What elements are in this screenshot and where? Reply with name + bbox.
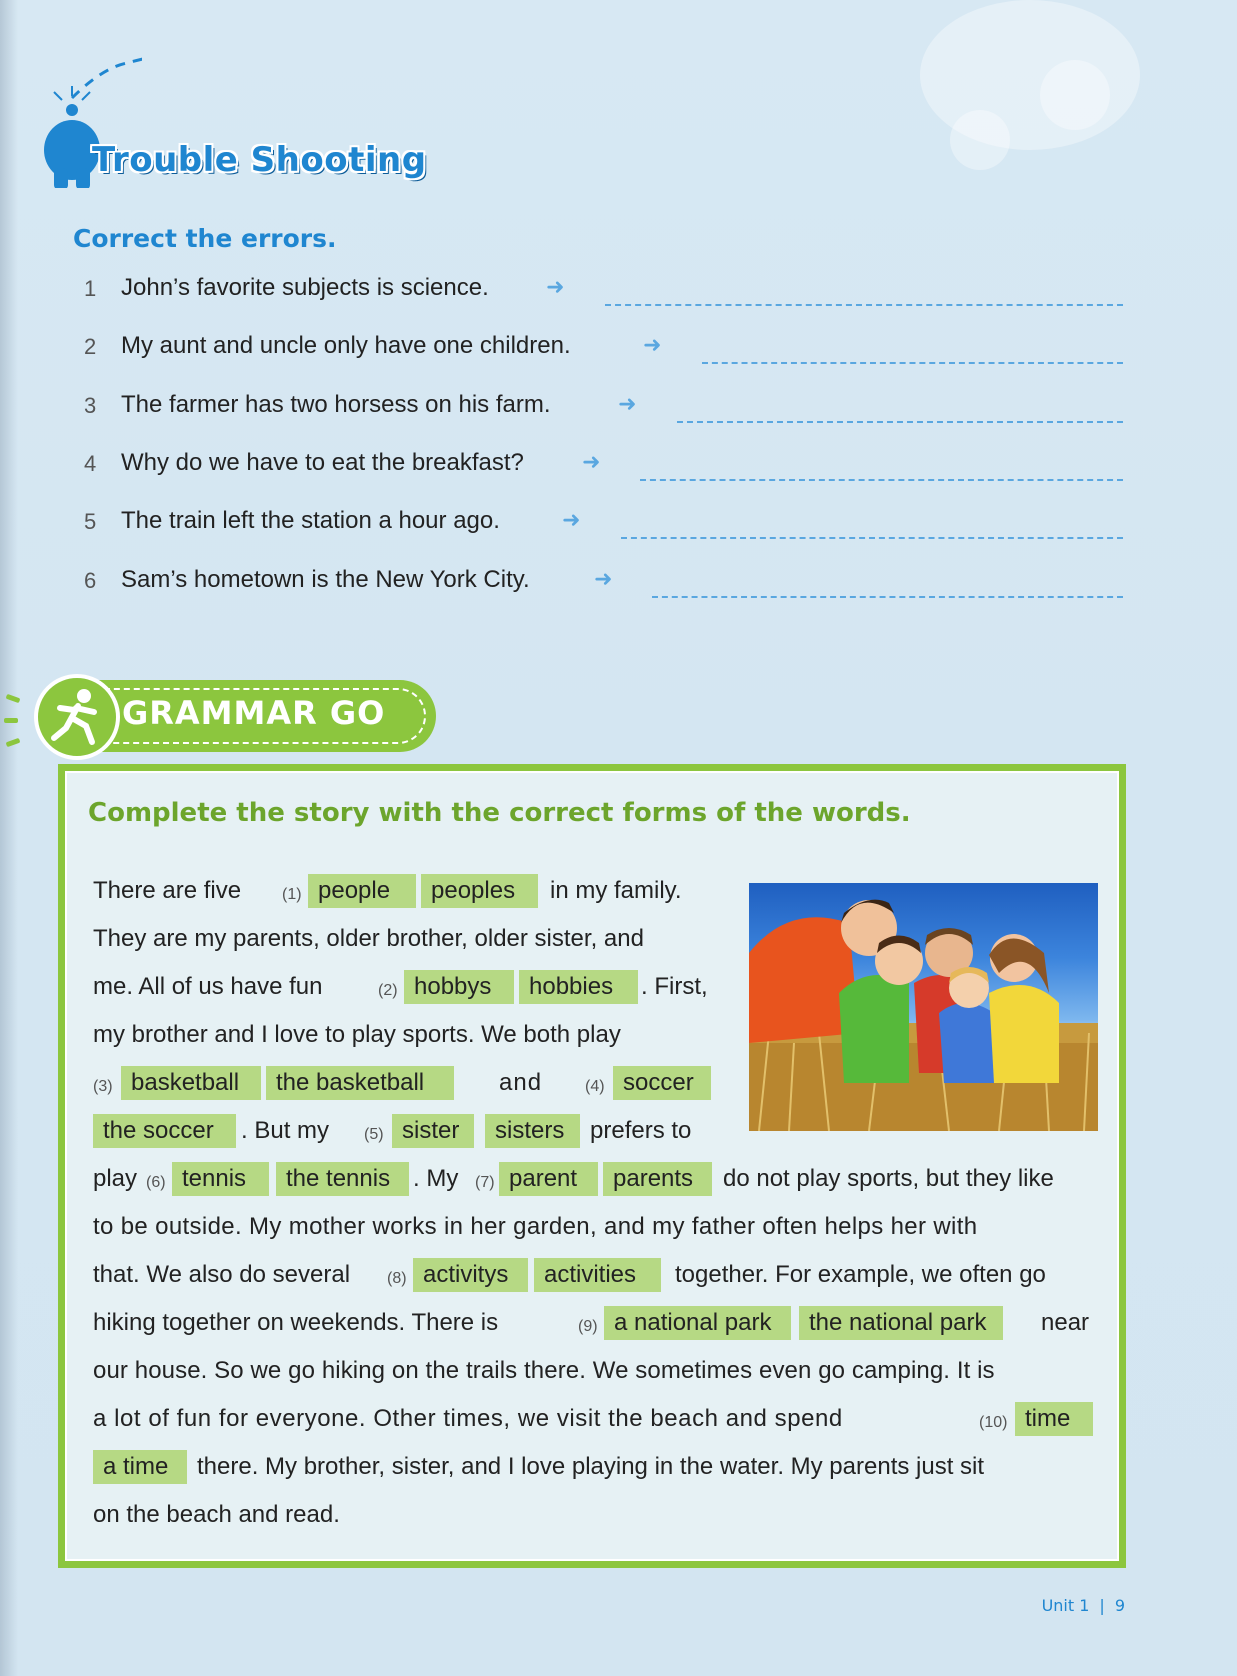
error-item xyxy=(0,328,1237,368)
correct-errors-instruction: Correct the errors. xyxy=(73,224,337,253)
decor-tick xyxy=(4,718,18,723)
running-figure-icon xyxy=(38,678,116,756)
story-text: . But my xyxy=(241,1117,330,1144)
story-text: . My xyxy=(413,1165,459,1192)
choice-option[interactable]: people xyxy=(308,874,416,908)
item-number: 3 xyxy=(84,393,97,418)
choice-option[interactable]: soccer xyxy=(613,1066,711,1100)
error-item xyxy=(0,387,1237,427)
story-text: my brother and I love to play sports. We both play xyxy=(93,1021,621,1048)
story-text: prefers to xyxy=(590,1117,692,1144)
choice-option[interactable]: the tennis xyxy=(276,1162,409,1196)
footer-separator: | xyxy=(1099,1596,1105,1615)
answer-line[interactable] xyxy=(677,421,1123,423)
item-number: 5 xyxy=(84,509,97,534)
story-line xyxy=(93,1159,1103,1199)
family-photo xyxy=(749,883,1098,1131)
story-line xyxy=(93,1447,1103,1487)
answer-line[interactable] xyxy=(652,596,1123,598)
item-number: 6 xyxy=(84,568,97,593)
error-item xyxy=(0,562,1237,602)
blank-number: (4) xyxy=(585,1078,605,1095)
answer-line[interactable] xyxy=(621,537,1123,539)
choice-option[interactable]: a time xyxy=(93,1450,187,1484)
story-text: . First, xyxy=(641,973,708,1000)
error-item xyxy=(0,445,1237,485)
choice-option[interactable]: hobbies xyxy=(519,970,638,1004)
error-sentence: The train left the station a hour ago. xyxy=(121,507,500,534)
story-line xyxy=(93,1015,723,1055)
story-line xyxy=(93,1495,1103,1535)
blank-number: (5) xyxy=(364,1126,384,1143)
choice-option[interactable]: time xyxy=(1015,1402,1093,1436)
badge-circle xyxy=(34,674,120,760)
choice-option[interactable]: a national park xyxy=(604,1306,791,1340)
blank-number: (10) xyxy=(979,1414,1008,1431)
story-text: me. All of us have fun xyxy=(93,973,323,1000)
error-sentence: Why do we have to eat the breakfast? xyxy=(121,449,524,476)
blank-number: (8) xyxy=(387,1270,407,1287)
story-line xyxy=(93,1399,1103,1439)
answer-line[interactable] xyxy=(640,479,1123,481)
item-number: 2 xyxy=(84,334,97,359)
unit-label: Unit 1 xyxy=(1041,1596,1090,1615)
story-text: to be outside. My mother works in her garden, and my father often helps her with xyxy=(93,1213,978,1240)
blank-number: (2) xyxy=(378,982,398,999)
family-photo-illustration xyxy=(749,883,1098,1131)
background-bubble xyxy=(1040,60,1110,130)
story-line xyxy=(93,1063,723,1103)
arrow-right-icon: ➜ xyxy=(618,391,637,416)
page-number: 9 xyxy=(1114,1596,1125,1615)
choice-option[interactable]: parents xyxy=(603,1162,712,1196)
trouble-shooting-header xyxy=(32,38,452,188)
choice-option[interactable]: sisters xyxy=(485,1114,580,1148)
story-line xyxy=(93,1255,1103,1295)
trouble-shooting-title: Trouble Shooting xyxy=(92,140,427,180)
blank-number: (7) xyxy=(475,1174,495,1191)
story-text: that. We also do several xyxy=(93,1261,351,1288)
story-text: play xyxy=(93,1165,138,1192)
choice-option[interactable]: the national park xyxy=(799,1306,1003,1340)
story-text: in my family. xyxy=(550,877,682,904)
story-text: There are five xyxy=(93,877,242,904)
page-footer xyxy=(1042,1596,1125,1615)
answer-line[interactable] xyxy=(702,362,1123,364)
choice-option[interactable]: activities xyxy=(534,1258,661,1292)
story-line xyxy=(93,1207,1103,1247)
story-text: hiking together on weekends. There is xyxy=(93,1309,499,1336)
story-line xyxy=(93,871,723,911)
choice-option[interactable]: activitys xyxy=(413,1258,528,1292)
choice-option[interactable]: tennis xyxy=(172,1162,269,1196)
choice-option[interactable]: hobbys xyxy=(404,970,514,1004)
choice-option[interactable]: the basketball xyxy=(266,1066,454,1100)
story-text: They are my parents, older brother, older sister, and xyxy=(93,925,644,952)
story-line xyxy=(93,1351,1103,1391)
story-line xyxy=(93,919,723,959)
choice-option[interactable]: the soccer xyxy=(93,1114,236,1148)
page-edge-shadow xyxy=(0,0,18,1676)
choice-option[interactable]: parent xyxy=(499,1162,598,1196)
arrow-right-icon: ➜ xyxy=(643,332,662,357)
story-text: do not play sports, but they like xyxy=(723,1165,1054,1192)
arrow-right-icon: ➜ xyxy=(562,507,581,532)
story-text: together. For example, we often go xyxy=(675,1261,1046,1288)
error-sentence: My aunt and uncle only have one children. xyxy=(121,332,571,359)
complete-story-instruction: Complete the story with the correct forms of the words. xyxy=(88,798,911,828)
error-sentence: The farmer has two horsess on his farm. xyxy=(121,391,551,418)
blank-number: (9) xyxy=(578,1318,598,1335)
arrow-right-icon: ➜ xyxy=(546,274,565,299)
choice-option[interactable]: peoples xyxy=(421,874,538,908)
story-text: our house. So we go hiking on the trails there. We sometimes even go camping. It is xyxy=(93,1357,995,1384)
background-bubble xyxy=(950,110,1010,170)
blank-number: (1) xyxy=(282,886,302,903)
story-text: on the beach and read. xyxy=(93,1501,340,1528)
arrow-right-icon: ➜ xyxy=(582,449,601,474)
answer-line[interactable] xyxy=(605,304,1123,306)
story-text: there. My brother, sister, and I love playing in the water. My parents just sit xyxy=(197,1453,985,1480)
error-sentence: Sam’s hometown is the New York City. xyxy=(121,566,530,593)
arrow-right-icon: ➜ xyxy=(594,566,613,591)
story-line xyxy=(93,1111,723,1151)
error-sentence: John’s favorite subjects is science. xyxy=(121,274,489,301)
item-number: 1 xyxy=(84,276,97,301)
story-text: and xyxy=(499,1069,543,1096)
story-text: a lot of fun for everyone. Other times, we visit the beach and spend xyxy=(93,1405,843,1432)
error-item xyxy=(0,503,1237,543)
story-line xyxy=(93,967,723,1007)
grammar-go-badge xyxy=(22,668,442,768)
grammar-go-title: GRAMMAR GO xyxy=(122,694,386,732)
item-number: 4 xyxy=(84,451,97,476)
choice-option[interactable]: basketball xyxy=(121,1066,261,1100)
story-text: near xyxy=(1041,1309,1090,1336)
blank-number: (6) xyxy=(146,1174,166,1191)
blank-number: (3) xyxy=(93,1078,113,1095)
story-line xyxy=(93,1303,1103,1343)
error-item xyxy=(0,270,1237,310)
choice-option[interactable]: sister xyxy=(392,1114,474,1148)
